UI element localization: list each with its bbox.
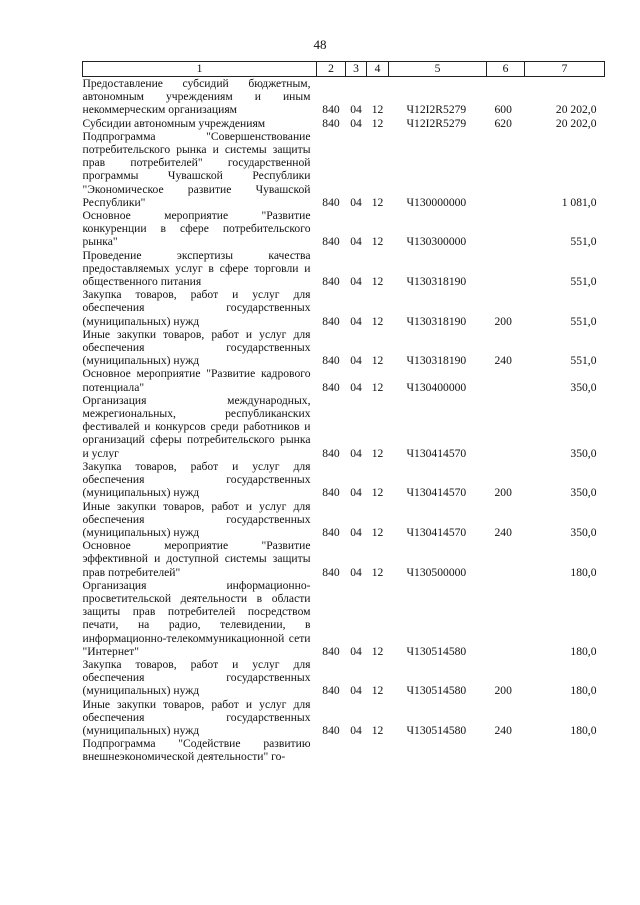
cell-c2: 840 bbox=[322, 380, 340, 394]
table-row bbox=[83, 249, 605, 289]
header-cell: 3 bbox=[346, 62, 367, 77]
header-cell: 5 bbox=[389, 62, 487, 77]
table-row bbox=[83, 658, 605, 698]
cell-c4: 12 bbox=[371, 486, 384, 500]
cell-c5 bbox=[389, 737, 487, 763]
cell-c3: 04 bbox=[350, 103, 362, 117]
cell-c4: 12 bbox=[371, 525, 384, 539]
table-row bbox=[83, 130, 605, 209]
page-number: 48 bbox=[313, 37, 327, 52]
table-row bbox=[83, 117, 605, 130]
cell-c4: 12 bbox=[371, 275, 384, 289]
cell-c5: Ч130318190 bbox=[406, 314, 467, 328]
cell-c6 bbox=[487, 367, 525, 393]
table-row bbox=[83, 698, 605, 738]
cell-c5: Ч130514580 bbox=[406, 644, 467, 658]
table-row bbox=[83, 579, 605, 658]
cell-c6: 200 bbox=[494, 486, 512, 500]
cell-c2 bbox=[317, 737, 346, 763]
cell-c2: 840 bbox=[322, 486, 340, 500]
header-cell: 7 bbox=[525, 62, 605, 77]
table-row bbox=[83, 209, 605, 249]
cell-c7 bbox=[525, 737, 605, 763]
cell-c7: 551,0 bbox=[570, 275, 597, 289]
cell-c7: 551,0 bbox=[570, 314, 597, 328]
row-name: Закупка товаров, работ и услуг для обеспечения государственных (муниципальных) нужд bbox=[82, 288, 311, 328]
cell-c5: Ч130414570 bbox=[406, 486, 467, 500]
cell-c5: Ч130514580 bbox=[406, 684, 467, 698]
row-name: Иные закупки товаров, работ и услуг для обеспечения государственных (муниципальных) нужд bbox=[82, 697, 311, 737]
table-row bbox=[83, 288, 605, 328]
cell-c3: 04 bbox=[350, 380, 362, 394]
cell-c3: 04 bbox=[350, 446, 362, 460]
cell-c6: 200 bbox=[494, 684, 512, 698]
cell-c2: 840 bbox=[322, 116, 340, 130]
cell-c3: 04 bbox=[350, 116, 362, 130]
table-row bbox=[83, 77, 605, 117]
cell-c2: 840 bbox=[322, 195, 340, 209]
header-cell: 4 bbox=[367, 62, 389, 77]
cell-c6 bbox=[487, 249, 525, 289]
cell-c5: Ч130514580 bbox=[406, 723, 467, 737]
table-row bbox=[83, 367, 605, 393]
cell-c4: 12 bbox=[371, 195, 384, 209]
cell-c5: Ч130414570 bbox=[406, 525, 467, 539]
cell-c7: 551,0 bbox=[570, 354, 597, 368]
cell-c3: 04 bbox=[350, 314, 362, 328]
row-name: Субсидии автономным учреждениям bbox=[82, 116, 266, 130]
cell-c3: 04 bbox=[350, 486, 362, 500]
cell-c2: 840 bbox=[322, 525, 340, 539]
table-row bbox=[83, 500, 605, 540]
row-name: Предоставление субсидий бюджетным, автономным учреждениям и иным некоммерческим организациям bbox=[82, 77, 311, 117]
cell-c4: 12 bbox=[371, 644, 384, 658]
cell-c7: 180,0 bbox=[570, 644, 597, 658]
cell-c7: 551,0 bbox=[570, 235, 597, 249]
header-cell: 6 bbox=[487, 62, 525, 77]
cell-c4: 12 bbox=[371, 116, 384, 130]
cell-c4: 12 bbox=[371, 354, 384, 368]
table-row bbox=[83, 539, 605, 579]
cell-c6 bbox=[487, 130, 525, 209]
cell-c4: 12 bbox=[371, 446, 384, 460]
row-name: Подпрограмма "Совершенствование потребительского рынка и системы защиты прав потребителей" государственной программы Чувашской Республики "Экономическое развитие Чувашской Республики" bbox=[82, 129, 311, 209]
cell-c4: 12 bbox=[371, 684, 384, 698]
cell-c3: 04 bbox=[350, 235, 362, 249]
cell-c2: 840 bbox=[322, 314, 340, 328]
row-name: Организация международных, межрегиональных, республиканских фестивалей и конкурсов среди работников и организаций сферы потребительского рынка и услуг bbox=[82, 393, 311, 460]
row-name: Проведение экспертизы качества предоставляемых услуг в сфере торговли и общественного питания bbox=[82, 248, 311, 289]
cell-c7: 1 081,0 bbox=[561, 195, 597, 209]
row-name: Иные закупки товаров, работ и услуг для обеспечения государственных (муниципальных) нужд bbox=[82, 327, 311, 368]
cell-c7: 180,0 bbox=[570, 723, 597, 737]
cell-c6: 240 bbox=[494, 723, 512, 737]
cell-c6 bbox=[487, 737, 525, 763]
header-cell: 1 bbox=[83, 62, 317, 77]
cell-c2: 840 bbox=[322, 354, 340, 368]
row-name: Основное мероприятие "Развитие кадрового потенциала" bbox=[82, 367, 311, 394]
table-row bbox=[83, 328, 605, 368]
row-name: Основное мероприятие "Развитие эффективной и доступной системы защиты прав потребителей" bbox=[82, 539, 311, 579]
cell-c6: 620 bbox=[494, 116, 512, 130]
cell-c3: 04 bbox=[350, 684, 362, 698]
cell-c6: 600 bbox=[494, 103, 512, 117]
cell-c4: 12 bbox=[371, 380, 384, 394]
cell-c3: 04 bbox=[350, 275, 362, 289]
cell-c6: 200 bbox=[494, 314, 512, 328]
cell-c2: 840 bbox=[322, 565, 340, 579]
cell-c2: 840 bbox=[322, 446, 340, 460]
cell-c2: 840 bbox=[322, 723, 340, 737]
cell-c7: 180,0 bbox=[570, 565, 597, 579]
cell-c6: 240 bbox=[494, 354, 512, 368]
cell-c5: Ч130300000 bbox=[406, 235, 467, 249]
cell-c7: 350,0 bbox=[570, 380, 597, 394]
cell-c5: Ч12I2R5279 bbox=[406, 116, 467, 130]
cell-c6 bbox=[487, 394, 525, 460]
cell-c5: Ч12I2R5279 bbox=[406, 103, 467, 117]
header-row bbox=[83, 62, 605, 77]
cell-c7: 20 202,0 bbox=[555, 103, 597, 117]
cell-c2: 840 bbox=[322, 684, 340, 698]
table-row bbox=[83, 460, 605, 500]
cell-c3: 04 bbox=[350, 723, 362, 737]
cell-c5: Ч130318190 bbox=[406, 354, 467, 368]
cell-c6: 240 bbox=[494, 525, 512, 539]
cell-c3: 04 bbox=[350, 565, 362, 579]
cell-c6 bbox=[487, 579, 525, 658]
cell-c7: 350,0 bbox=[570, 446, 597, 460]
cell-c2: 840 bbox=[322, 644, 340, 658]
row-name: Закупка товаров, работ и услуг для обеспечения государственных (муниципальных) нужд bbox=[82, 657, 311, 698]
cell-c5: Ч130414570 bbox=[406, 446, 467, 460]
row-name: Подпрограмма "Содействие развитию внешнеэкономической деятельности" го- bbox=[82, 737, 311, 764]
cell-c4: 12 bbox=[371, 235, 384, 249]
cell-c4: 12 bbox=[371, 314, 384, 328]
cell-c4 bbox=[367, 737, 389, 763]
cell-c3: 04 bbox=[350, 354, 362, 368]
cell-c7: 350,0 bbox=[570, 486, 597, 500]
row-name: Закупка товаров, работ и услуг для обеспечения государственных (муниципальных) нужд bbox=[82, 459, 311, 500]
cell-c4: 12 bbox=[371, 723, 384, 737]
cell-c5: Ч130500000 bbox=[406, 565, 467, 579]
table-row bbox=[83, 394, 605, 460]
cell-c2: 840 bbox=[322, 103, 340, 117]
cell-c7: 180,0 bbox=[570, 684, 597, 698]
cell-c3: 04 bbox=[350, 195, 362, 209]
cell-c2: 840 bbox=[322, 235, 340, 249]
cell-c7: 20 202,0 bbox=[555, 116, 597, 130]
cell-c4: 12 bbox=[371, 103, 384, 117]
cell-c4: 12 bbox=[371, 565, 384, 579]
cell-c5: Ч130400000 bbox=[406, 380, 467, 394]
cell-c2: 840 bbox=[322, 275, 340, 289]
cell-c3: 04 bbox=[350, 644, 362, 658]
cell-c6 bbox=[487, 539, 525, 579]
cell-c7: 350,0 bbox=[570, 525, 597, 539]
row-name: Иные закупки товаров, работ и услуг для обеспечения государственных (муниципальных) нужд bbox=[82, 499, 311, 539]
table-row bbox=[83, 737, 605, 763]
cell-c6 bbox=[487, 209, 525, 249]
cell-c3 bbox=[346, 737, 367, 763]
row-name: Организация информационно-просветительской деятельности в области защиты прав потребителей посредством печати, на радио, телевидении, в информационно-телекоммуникационной сети "Интернет" bbox=[82, 578, 311, 658]
cell-c3: 04 bbox=[350, 525, 362, 539]
cell-c5: Ч130318190 bbox=[406, 275, 467, 289]
cell-c5: Ч130000000 bbox=[406, 195, 467, 209]
row-name: Основное мероприятие "Развитие конкуренции в сфере потребительского рынка" bbox=[82, 209, 311, 249]
budget-table bbox=[82, 61, 605, 764]
header-cell: 2 bbox=[317, 62, 346, 77]
